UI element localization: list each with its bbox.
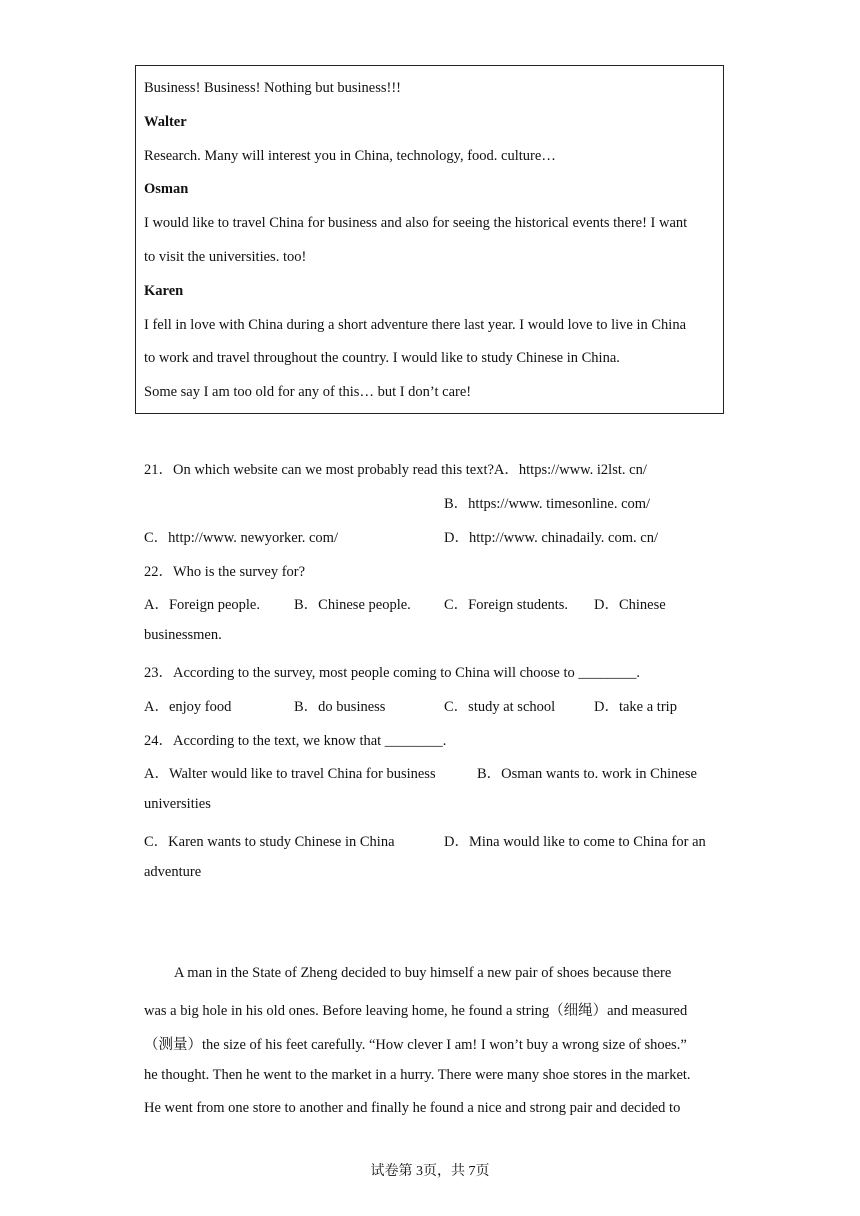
q21-option-c: C．http://www. newyorker. com/	[144, 530, 338, 546]
q24-option-b-cont: universities	[144, 796, 211, 812]
q22-option-a: A．Foreign people.	[144, 597, 260, 613]
q22-option-d: D．Chinese	[594, 597, 666, 613]
q24-option-b: B．Osman wants to. work in Chinese	[477, 766, 697, 782]
page-footer: 试卷第 3页，共 7页	[370, 1164, 490, 1179]
speaker-osman: Osman	[144, 181, 189, 197]
q21-option-b: B．https://www. timesonline. com/	[444, 496, 651, 512]
passage-line-4: he thought. Then he went to the market in a hurry. There were many shoe stores in the market.	[144, 1067, 691, 1083]
q23-option-b: B．do business	[294, 699, 386, 715]
passage-line-5: He went from one store to another and finally he found a nice and strong pair and decided to	[144, 1100, 681, 1116]
q23-option-a: A．enjoy food	[144, 699, 232, 715]
box-line-karen-3: Some say I am too old for any of this… but I don’t care!	[144, 384, 472, 400]
box-line-walter: Research. Many will interest you in China, technology, food. culture…	[144, 148, 556, 164]
q21-option-d: D．http://www. chinadaily. com. cn/	[444, 530, 658, 546]
q23-stem: 23．According to the survey, most people coming to China will choose to ________.	[144, 665, 641, 681]
box-line-karen-2: to work and travel throughout the country. I would like to study Chinese in China.	[144, 350, 620, 366]
q22-stem: 22．Who is the survey for?	[144, 564, 306, 580]
q24-option-c: C．Karen wants to study Chinese in China	[144, 834, 395, 850]
box-line-karen-1: I fell in love with China during a short adventure there last year. I would love to live in China	[144, 317, 687, 333]
q22-option-b: B．Chinese people.	[294, 597, 411, 613]
speaker-walter: Walter	[144, 114, 187, 130]
q24-option-a: A．Walter would like to travel China for business	[144, 766, 436, 782]
q21-stem: 21．On which website can we most probably read this text?A．https://www. i2lst. cn/	[144, 462, 647, 478]
passage-line-1: A man in the State of Zheng decided to buy himself a new pair of shoes because there	[174, 965, 672, 981]
q24-option-d: D．Mina would like to come to China for an	[444, 834, 706, 850]
passage-line-3: （测量）the size of his feet carefully. “How clever I am! I won’t buy a wrong size of shoes.”	[144, 1037, 687, 1053]
box-line-osman-2: to visit the universities. too!	[144, 249, 307, 265]
q23-option-c: C．study at school	[444, 699, 556, 715]
q24-stem: 24．According to the text, we know that ________.	[144, 733, 447, 749]
q24-option-d-cont: adventure	[144, 864, 202, 880]
q23-option-d: D．take a trip	[594, 699, 677, 715]
q22-option-c: C．Foreign students.	[444, 597, 569, 613]
speaker-karen: Karen	[144, 283, 184, 299]
box-line-intro: Business! Business! Nothing but business!!!	[144, 80, 401, 96]
q22-option-d-cont: businessmen.	[144, 627, 222, 643]
box-line-osman-1: I would like to travel China for business and also for seeing the historical events there! I want	[144, 215, 688, 231]
passage-line-2: was a big hole in his old ones. Before leaving home, he found a string（细绳）and measured	[144, 1003, 688, 1019]
